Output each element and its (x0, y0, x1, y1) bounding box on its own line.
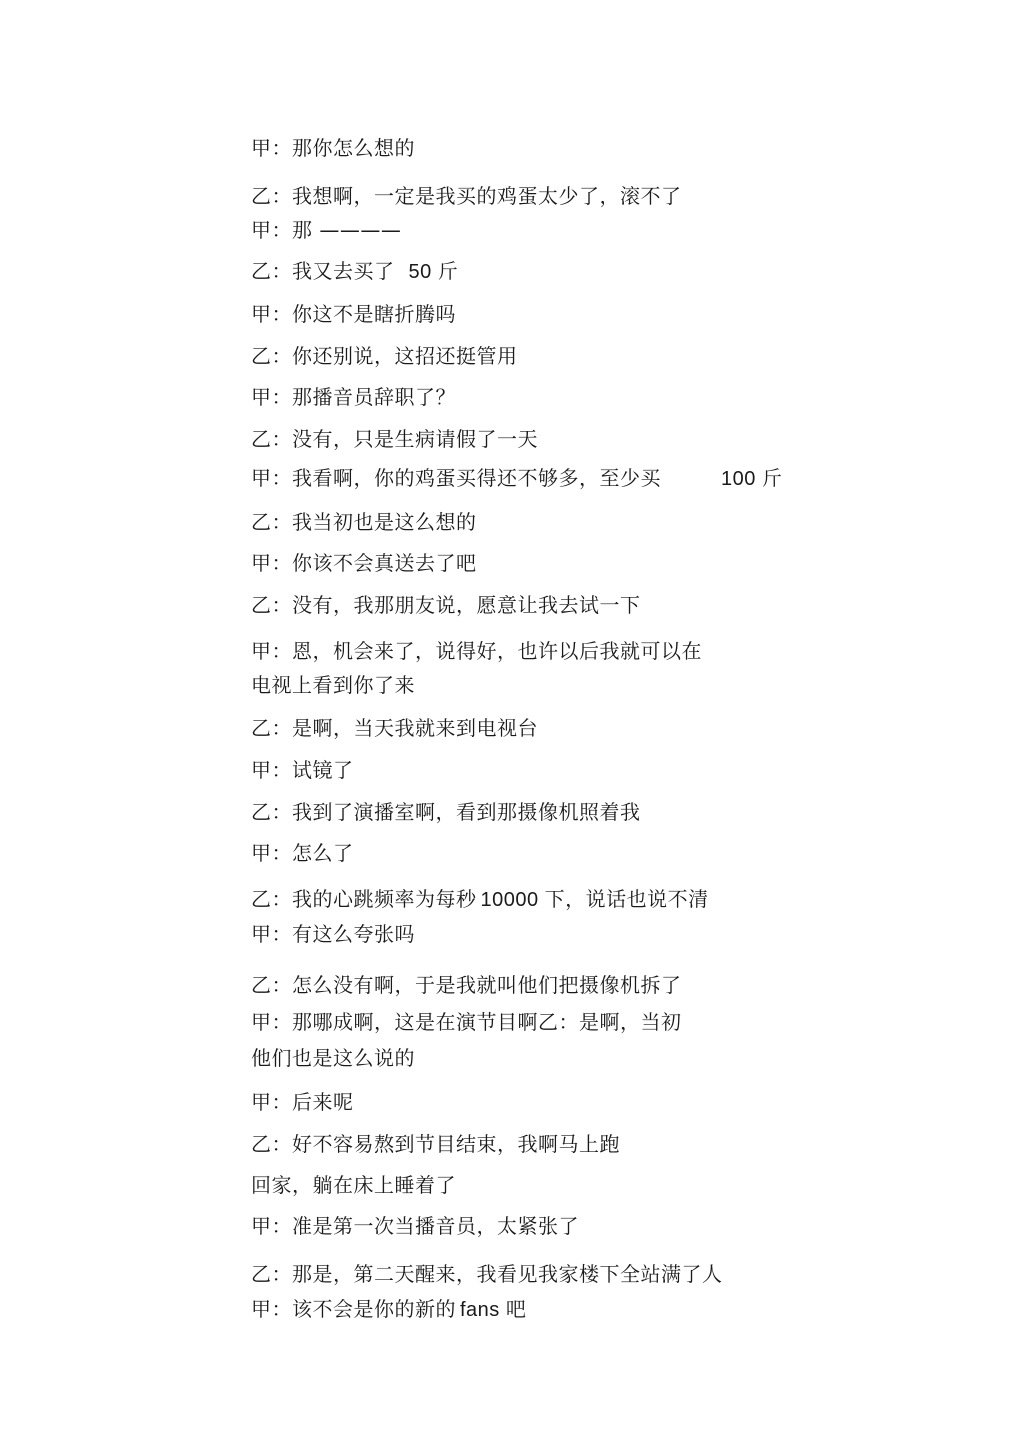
dialogue-line (251, 259, 458, 284)
dialogue-line: 甲：恩，机会来了，说得好，也许以后我就可以在 (251, 639, 702, 663)
dialogue-line (251, 887, 709, 912)
dialogue-line: 甲：那播音员辞职了？ (251, 385, 456, 409)
dialogue-line: 乙：我当初也是这么想的 (251, 510, 477, 534)
dialogue-line: 甲：后来呢 (251, 1090, 354, 1114)
dialogue-quantity: 50 斤 (408, 261, 459, 283)
dialogue-line: 乙：怎么没有啊，于是我就叫他们把摄像机拆了 (251, 973, 682, 997)
dialogue-quantity: 100 斤 (721, 468, 783, 490)
dialogue-line: 乙：我到了演播室啊，看到那摄像机照着我 (251, 800, 641, 824)
dialogue-line: 乙：好不容易熬到节目结束，我啊马上跑 (251, 1132, 620, 1156)
dialogue-line: 他们也是这么说的 (251, 1046, 415, 1070)
dialogue-line: 甲：那你怎么想的 (251, 136, 415, 160)
dialogue-word: fans (460, 1299, 500, 1321)
dialogue-line: 甲：怎么了 (251, 841, 354, 865)
dialogue-text: 乙：我的心跳频率为每秒 (251, 887, 477, 911)
dialogue-line: 甲：准是第一次当播音员，太紧张了 (251, 1214, 579, 1238)
dialogue-text: 下，说话也说不清 (544, 887, 709, 911)
dialogue-line: 甲：你这不是瞎折腾吗 (251, 302, 456, 326)
dialogue-line: 乙：是啊，当天我就来到电视台 (251, 716, 538, 740)
dialogue-line: 甲：试镜了 (251, 758, 354, 782)
dialogue-line: 乙：我想啊，一定是我买的鸡蛋太少了，滚不了 (251, 184, 682, 208)
dialogue-text: 吧 (505, 1297, 527, 1321)
dialogue-line: 乙：那是，第二天醒来，我看见我家楼下全站满了人 (251, 1262, 723, 1286)
dialogue-line: 乙：你还别说，这招还挺管用 (251, 344, 518, 368)
dialogue-line (251, 1297, 526, 1322)
dialogue-line: 乙：没有，只是生病请假了一天 (251, 427, 538, 451)
dialogue-line: 甲：你该不会真送去了吧 (251, 551, 477, 575)
dialogue-text: 乙：我又去买了 (251, 259, 395, 283)
dialogue-line: 甲：那 ———— (251, 218, 402, 242)
dialogue-line: 甲：那哪成啊，这是在演节目啊乙：是啊，当初 (251, 1010, 682, 1034)
dialogue-text: 甲：该不会是你的新的 (251, 1297, 456, 1321)
dialogue-line: 乙：没有，我那朋友说，愿意让我去试一下 (251, 593, 641, 617)
dialogue-line (251, 466, 782, 491)
dialogue-line: 电视上看到你了来 (251, 673, 415, 697)
dialogue-line: 回家，躺在床上睡着了 (251, 1173, 456, 1197)
dialogue-text: 甲：我看啊，你的鸡蛋买得还不够多，至少买 (251, 466, 661, 490)
dialogue-number: 10000 (480, 889, 539, 911)
dialogue-line: 甲：有这么夸张吗 (251, 922, 415, 946)
